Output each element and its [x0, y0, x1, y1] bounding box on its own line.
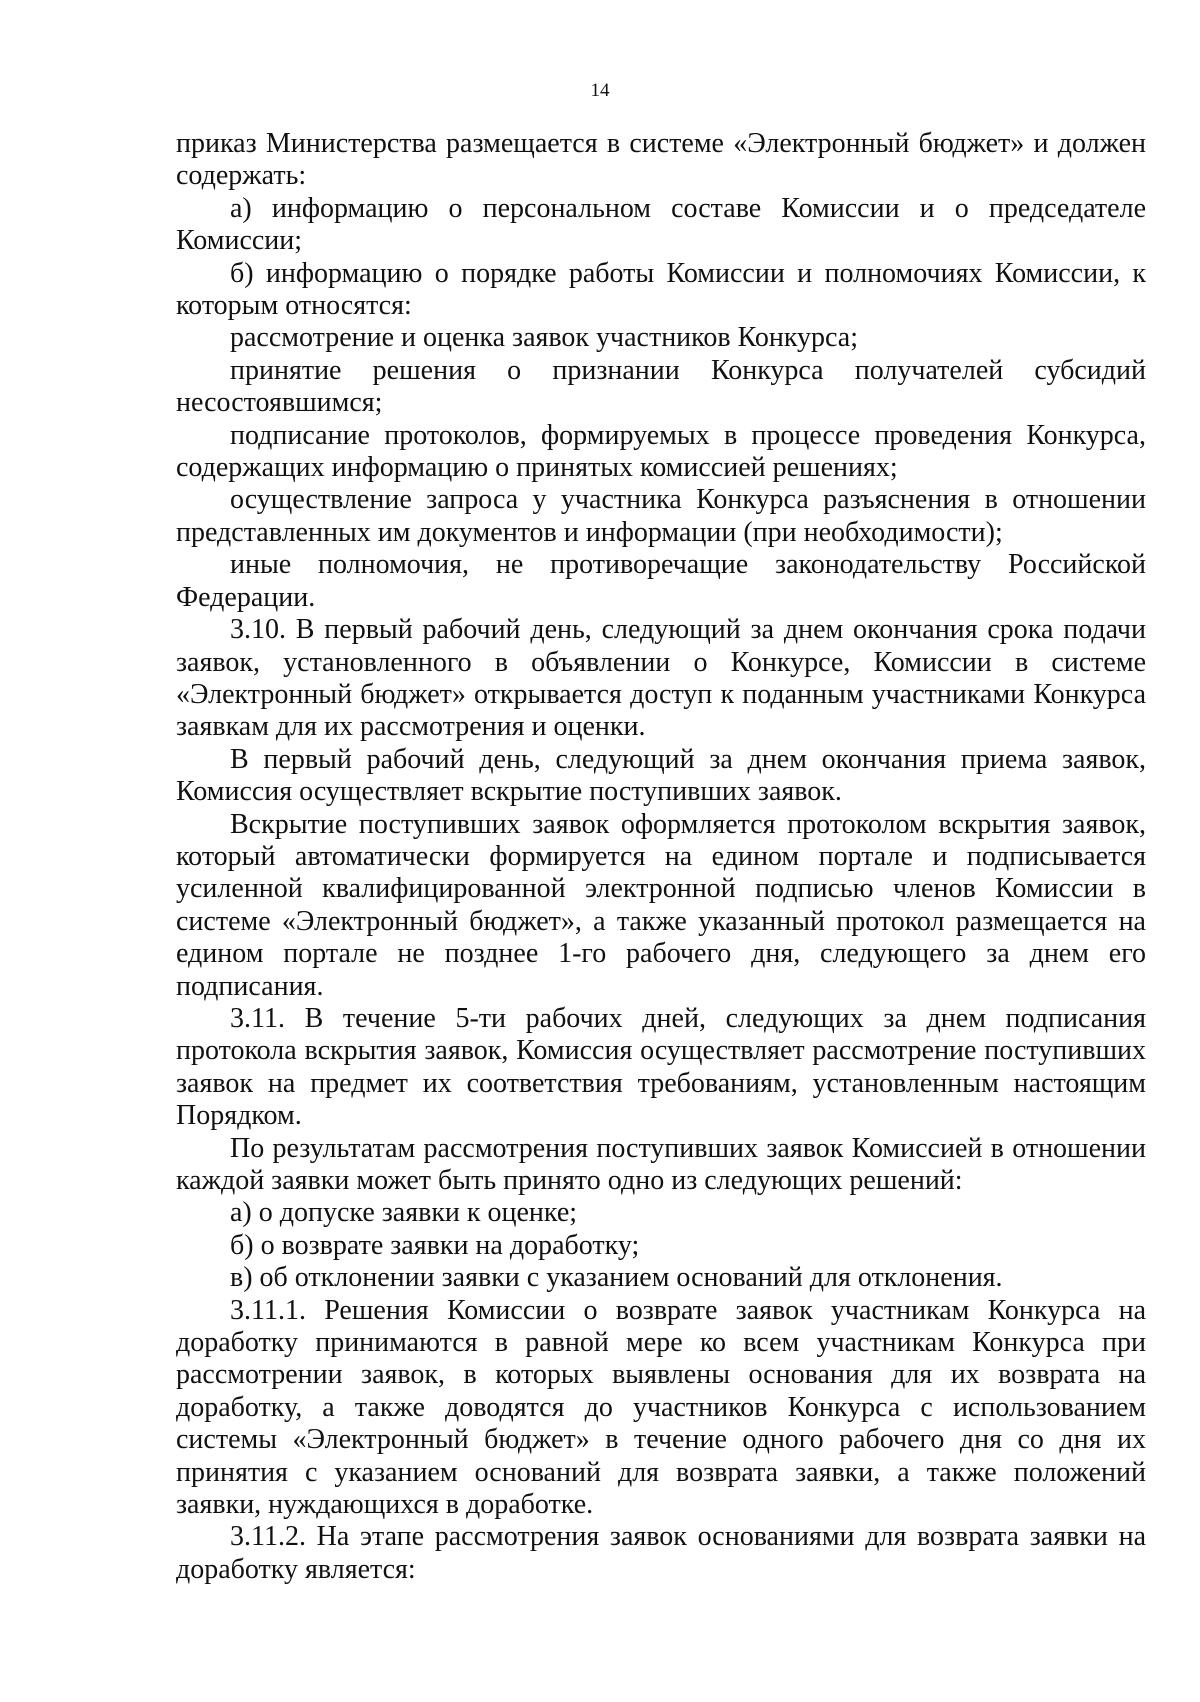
paragraph-3-11-1: 3.11.1. Решения Комиссии о возврате заявок участникам Конкурса на доработку принимаются в равной мере ко всем участникам Конкурса при рассмотрении заявок, в которых выявлены основания для их возврата на доработку, а также доводятся до участников Конкурса с использованием системы «Электронный бюджет» в течение одного рабочего дня со дня их принятия с указанием оснований для возврата заявки, а также положений заявки, нуждающихся в доработке.	[176, 1294, 1146, 1521]
paragraph-opening-day: В первый рабочий день, следующий за днем окончания приема заявок, Комиссия осуществляет вскрытие поступивших заявок.	[176, 743, 1146, 808]
paragraph-signing-protocols: подписание протоколов, формируемых в процессе проведения Конкурса, содержащих информацию о принятых комиссией решениях;	[176, 419, 1146, 484]
paragraph-3-11: 3.11. В течение 5-ти рабочих дней, следующих за днем подписания протокола вскрытия заявок, Комиссия осуществляет рассмотрение поступивших заявок на предмет их соответствия требованиям, установленным настоящим Порядком.	[176, 1002, 1146, 1132]
paragraph-opening-protocol: Вскрытие поступивших заявок оформляется протоколом вскрытия заявок, который автоматически формируется на едином портале и подписывается усиленной квалифицированной электронной подписью членов Комиссии в системе «Электронный бюджет», а также указанный протокол размещается на едином портале не позднее 1-го рабочего дня, следующего за днем его подписания.	[176, 808, 1146, 1002]
paragraph-other-powers: иные полномочия, не противоречащие законодательству Российской Федерации.	[176, 549, 1146, 613]
paragraph-intro: приказ Министерства размещается в системе «Электронный бюджет» и должен содержать:	[176, 128, 1146, 192]
page-number: 14	[590, 80, 610, 101]
paragraph-review-evaluation: рассмотрение и оценка заявок участников Конкурса;	[230, 322, 859, 354]
paragraph-decision-failed: принятие решения о признании Конкурса получателей субсидий несостоявшимся;	[176, 354, 1146, 419]
paragraph-review-results: По результатам рассмотрения поступивших заявок Комиссией в отношении каждой заявки может быть принято одно из следующих решений:	[176, 1132, 1146, 1196]
paragraph-decision-admit: а) о допуске заявки к оценке;	[230, 1197, 578, 1229]
paragraph-decision-return: б) о возврате заявки на доработку;	[230, 1229, 640, 1261]
paragraph-clarification-request: осуществление запроса у участника Конкурса разъяснения в отношении представленных им документов и информации (при необходимости);	[176, 484, 1146, 548]
document-body	[176, 128, 1146, 1586]
paragraph-3-11-2: 3.11.2. На этапе рассмотрения заявок основаниями для возврата заявки на доработку является:	[176, 1521, 1146, 1585]
paragraph-decision-reject: в) об отклонении заявки с указанием оснований для отклонения.	[230, 1262, 1003, 1294]
paragraph-item-b-procedure: б) информацию о порядке работы Комиссии и полномочиях Комиссии, к которым относятся:	[176, 257, 1146, 322]
paragraph-3-10: 3.10. В первый рабочий день, следующий за днем окончания срока подачи заявок, установленного в объявлении о Конкурсе, Комиссии в системе «Электронный бюджет» открывается доступ к поданным участниками Конкурса заявкам для их рассмотрения и оценки.	[176, 614, 1146, 743]
paragraph-item-a-composition: а) информацию о персональном составе Комиссии и о председателе Комиссии;	[176, 192, 1146, 257]
